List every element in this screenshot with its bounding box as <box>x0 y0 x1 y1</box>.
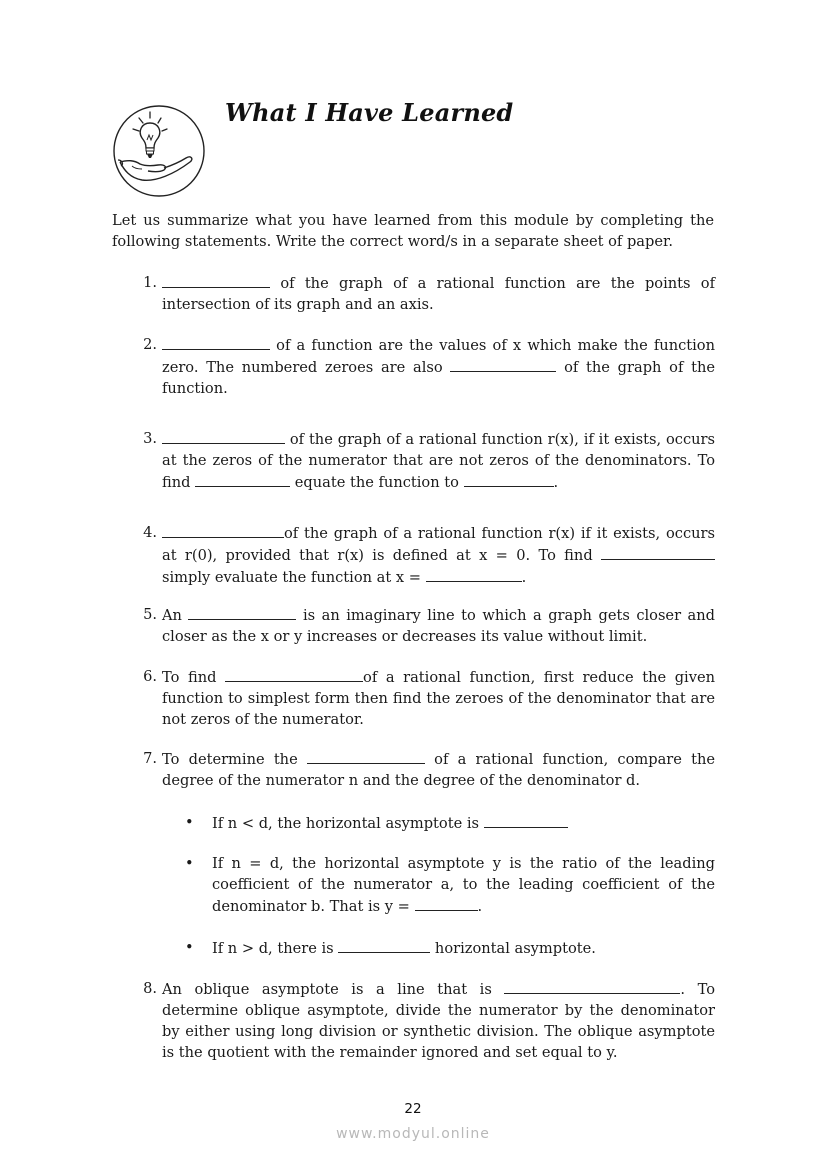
answer-blank[interactable] <box>338 937 430 953</box>
item-number: 7. <box>143 750 157 767</box>
bullet-item: • If n = d, the horizontal asymptote y is the ratio of the leading coefficient of the numerator a, to the leading coefficient of the denominator b. That is y = . <box>185 855 715 915</box>
item-number: 8. <box>143 980 157 997</box>
watermark: www.modyul.online <box>336 1126 490 1142</box>
answer-blank[interactable] <box>188 604 296 620</box>
answer-blank[interactable] <box>464 471 554 487</box>
intro-paragraph: Let us summarize what you have learned from this module by completing the following statements. Write the correct word/s in a separate sheet of paper. <box>112 212 714 250</box>
answer-blank[interactable] <box>307 748 425 764</box>
list-item: 4. of the graph of a rational function r(x) if it exists, occurs at r(0), provided that r(x) is defined at x = 0. To find simply evaluate the function at x = . <box>135 522 715 588</box>
item-number: 4. <box>143 524 157 541</box>
item-number: 2. <box>143 336 157 353</box>
item-number: 3. <box>143 430 157 447</box>
answer-blank[interactable] <box>162 428 285 444</box>
answer-blank[interactable] <box>162 334 270 350</box>
answer-blank[interactable] <box>426 566 522 582</box>
bullet-item: • If n > d, there is horizontal asymptote. <box>185 939 596 957</box>
item-number: 6. <box>143 668 157 685</box>
answer-blank[interactable] <box>225 666 363 682</box>
answer-blank[interactable] <box>415 895 478 911</box>
item-number: 1. <box>143 274 157 291</box>
list-item: 8. An oblique asymptote is a line that is . To determine oblique asymptote, divide the numerator by the denominator by either using long division or synthetic division. The oblique asymptote is the quotient with the remainder ignored and set equal to y. <box>135 978 715 1063</box>
answer-blank[interactable] <box>504 978 680 994</box>
answer-blank[interactable] <box>601 544 715 560</box>
bullet-item: • If n < d, the horizontal asymptote is <box>185 812 715 834</box>
answer-blank[interactable] <box>162 522 284 538</box>
list-item: 2. of a function are the values of x which make the function zero. The numbered zeroes are also of the graph of the function. <box>135 334 715 399</box>
answer-blank[interactable] <box>162 272 270 288</box>
list-item: 3. of the graph of a rational function r(x), if it exists, occurs at the zeros of the numerator that are not zeros of the denominators. To find equate the function to . <box>135 428 715 493</box>
answer-blank[interactable] <box>195 471 290 487</box>
list-item: 1. of the graph of a rational function are the points of intersection of its graph and an axis. <box>135 272 715 315</box>
answer-blank[interactable] <box>484 812 568 828</box>
answer-blank[interactable] <box>450 356 556 372</box>
page-title: What I Have Learned <box>225 98 514 127</box>
item-number: 5. <box>143 606 157 623</box>
page-number: 22 <box>404 1101 422 1117</box>
lightbulb-hand-icon <box>112 104 206 198</box>
list-item: 7. To determine the of a rational function, compare the degree of the numerator n and the degree of the denominator d. <box>135 748 715 791</box>
list-item: 6. To find of a rational function, first reduce the given function to simplest form then find the zeroes of the denominator that are not zeros of the numerator. <box>135 666 715 730</box>
list-item: 5. An is an imaginary line to which a graph gets closer and closer as the x or y increases or decreases its value without limit. <box>135 604 715 647</box>
